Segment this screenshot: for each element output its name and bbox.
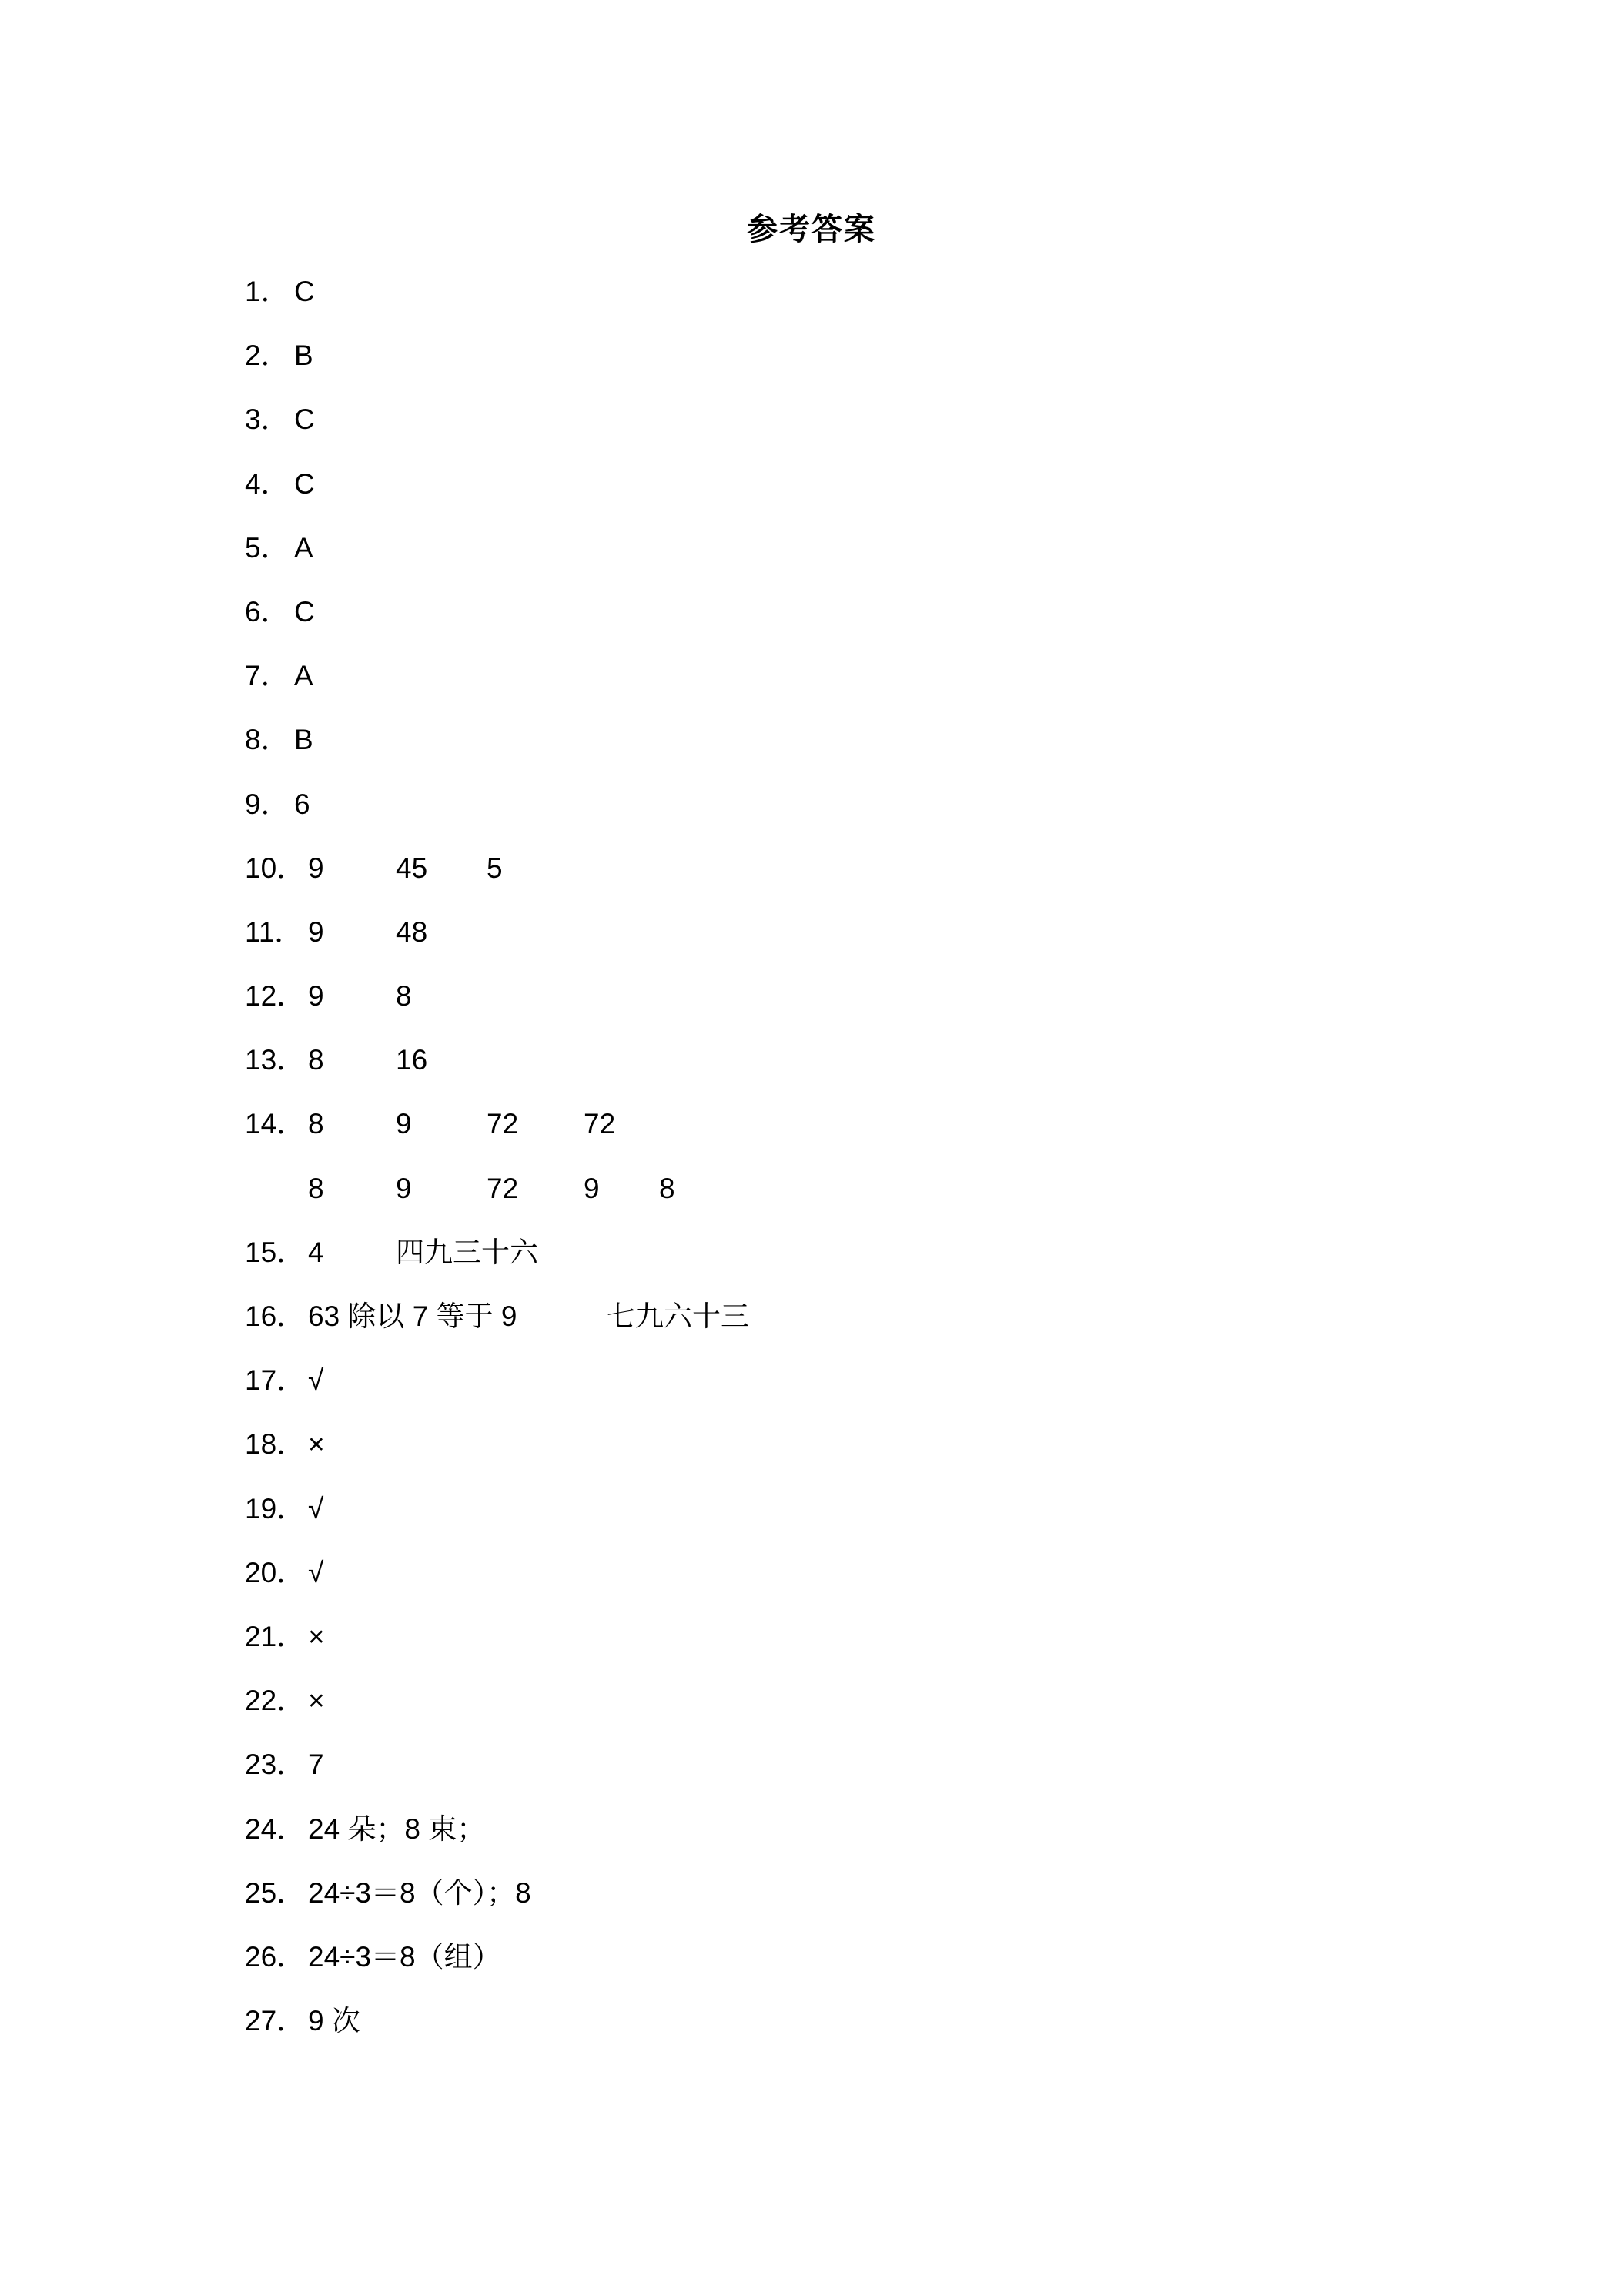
answer-value: A — [294, 660, 313, 692]
answer-value: A — [294, 531, 313, 564]
answer-value: 8 — [308, 1108, 324, 1140]
answer-value: 48 — [396, 915, 428, 948]
answer-number: 25． — [245, 1876, 306, 1909]
answer-value: 16 — [396, 1044, 428, 1076]
answer-value: 7 — [308, 1749, 324, 1781]
answer-row — [245, 786, 1400, 850]
answer-value: 9 — [308, 915, 324, 948]
answer-number: 16． — [245, 1300, 306, 1332]
answer-row — [245, 1875, 1400, 1939]
answer-number: 17． — [245, 1364, 306, 1397]
answer-number: 11． — [245, 915, 303, 948]
answer-value: C — [294, 467, 315, 500]
page-title: 参考答案 — [747, 213, 876, 246]
answer-number: 24． — [245, 1812, 306, 1845]
answer-number: 7． — [245, 660, 289, 692]
answer-row — [245, 1170, 1400, 1234]
answer-value: 72 — [487, 1108, 519, 1140]
answer-number: 19． — [245, 1492, 306, 1525]
answer-value: 6 — [294, 788, 310, 820]
answer-number: 10． — [245, 852, 306, 884]
answer-value: 9 — [584, 1172, 600, 1204]
answer-value: 9 — [396, 1172, 412, 1204]
answer-list — [245, 273, 1400, 2067]
answer-value: 9 — [308, 852, 324, 884]
answer-row — [245, 337, 1400, 401]
answer-number: 18． — [245, 1428, 306, 1461]
answer-row — [245, 594, 1400, 658]
answer-number: 8． — [245, 724, 289, 756]
answer-number: 23． — [245, 1749, 306, 1781]
answer-value: √ — [308, 1492, 324, 1525]
answer-value: 72 — [584, 1108, 616, 1140]
answer-row — [245, 1746, 1400, 1810]
answer-row — [245, 978, 1400, 1042]
answer-value: 45 — [396, 852, 428, 884]
answer-row — [245, 1491, 1400, 1555]
answer-row — [245, 1555, 1400, 1618]
answer-row — [245, 850, 1400, 914]
answer-number: 3． — [245, 403, 289, 436]
answer-value: 9 次 — [308, 2005, 360, 2037]
answer-number: 26． — [245, 1940, 306, 1973]
answer-number: 5． — [245, 531, 289, 564]
answer-row — [245, 1106, 1400, 1170]
answer-value: 63 除以 7 等于 9 — [308, 1300, 517, 1332]
answer-row — [245, 1811, 1400, 1875]
answer-row — [245, 1042, 1400, 1106]
answer-number: 22． — [245, 1685, 306, 1717]
answer-value: C — [294, 403, 315, 436]
answer-number: 14． — [245, 1108, 306, 1140]
answer-value: 4 — [308, 1236, 324, 1268]
answer-row — [245, 1618, 1400, 1682]
answer-row — [245, 914, 1400, 978]
answer-number: 2． — [245, 340, 289, 372]
answer-row — [245, 273, 1400, 337]
answer-value: B — [294, 340, 313, 372]
answer-row — [245, 530, 1400, 594]
answer-value: 24 朵；8 束； — [308, 1812, 486, 1845]
answer-value: 5 — [487, 852, 503, 884]
answer-number: 1． — [245, 276, 289, 307]
answer-number: 21． — [245, 1620, 306, 1652]
answer-value: × — [308, 1428, 325, 1461]
answer-row — [245, 1939, 1400, 2003]
answer-value: √ — [308, 1556, 324, 1588]
answer-value: 24÷3＝8（个）；8 — [308, 1876, 531, 1909]
answer-row — [245, 1362, 1400, 1426]
answer-value: 72 — [487, 1172, 519, 1204]
answer-number: 6． — [245, 595, 289, 628]
answer-number: 15． — [245, 1236, 306, 1268]
answer-row — [245, 721, 1400, 785]
answer-number: 12． — [245, 980, 306, 1012]
answer-value: 七九六十三 — [607, 1300, 749, 1332]
answer-value: 8 — [659, 1172, 675, 1204]
answer-row — [245, 1234, 1400, 1298]
answer-value: 9 — [396, 1108, 412, 1140]
answer-row — [245, 1426, 1400, 1490]
answer-row — [245, 401, 1400, 465]
answer-value: 四九三十六 — [396, 1236, 538, 1268]
answer-value: 8 — [396, 980, 412, 1012]
answer-row — [245, 658, 1400, 721]
answer-number: 20． — [245, 1556, 306, 1588]
answer-value: C — [294, 595, 315, 628]
answer-row — [245, 466, 1400, 530]
answer-number: 27． — [245, 2005, 306, 2037]
answer-value: 8 — [308, 1172, 324, 1204]
answer-number: 13． — [245, 1044, 306, 1076]
answer-value: 9 — [308, 980, 324, 1012]
answer-value: 8 — [308, 1044, 324, 1076]
answer-number: 9． — [245, 788, 289, 820]
answer-value: √ — [308, 1364, 324, 1397]
answer-row — [245, 1682, 1400, 1746]
answer-number: 4． — [245, 467, 289, 500]
answer-value: 24÷3＝8（组） — [308, 1940, 501, 1973]
answer-value: × — [308, 1620, 325, 1652]
answer-row — [245, 1298, 1400, 1362]
answer-row — [245, 2003, 1400, 2067]
answer-value: B — [294, 724, 313, 756]
answer-value: × — [308, 1685, 325, 1717]
answer-value: C — [294, 276, 315, 307]
